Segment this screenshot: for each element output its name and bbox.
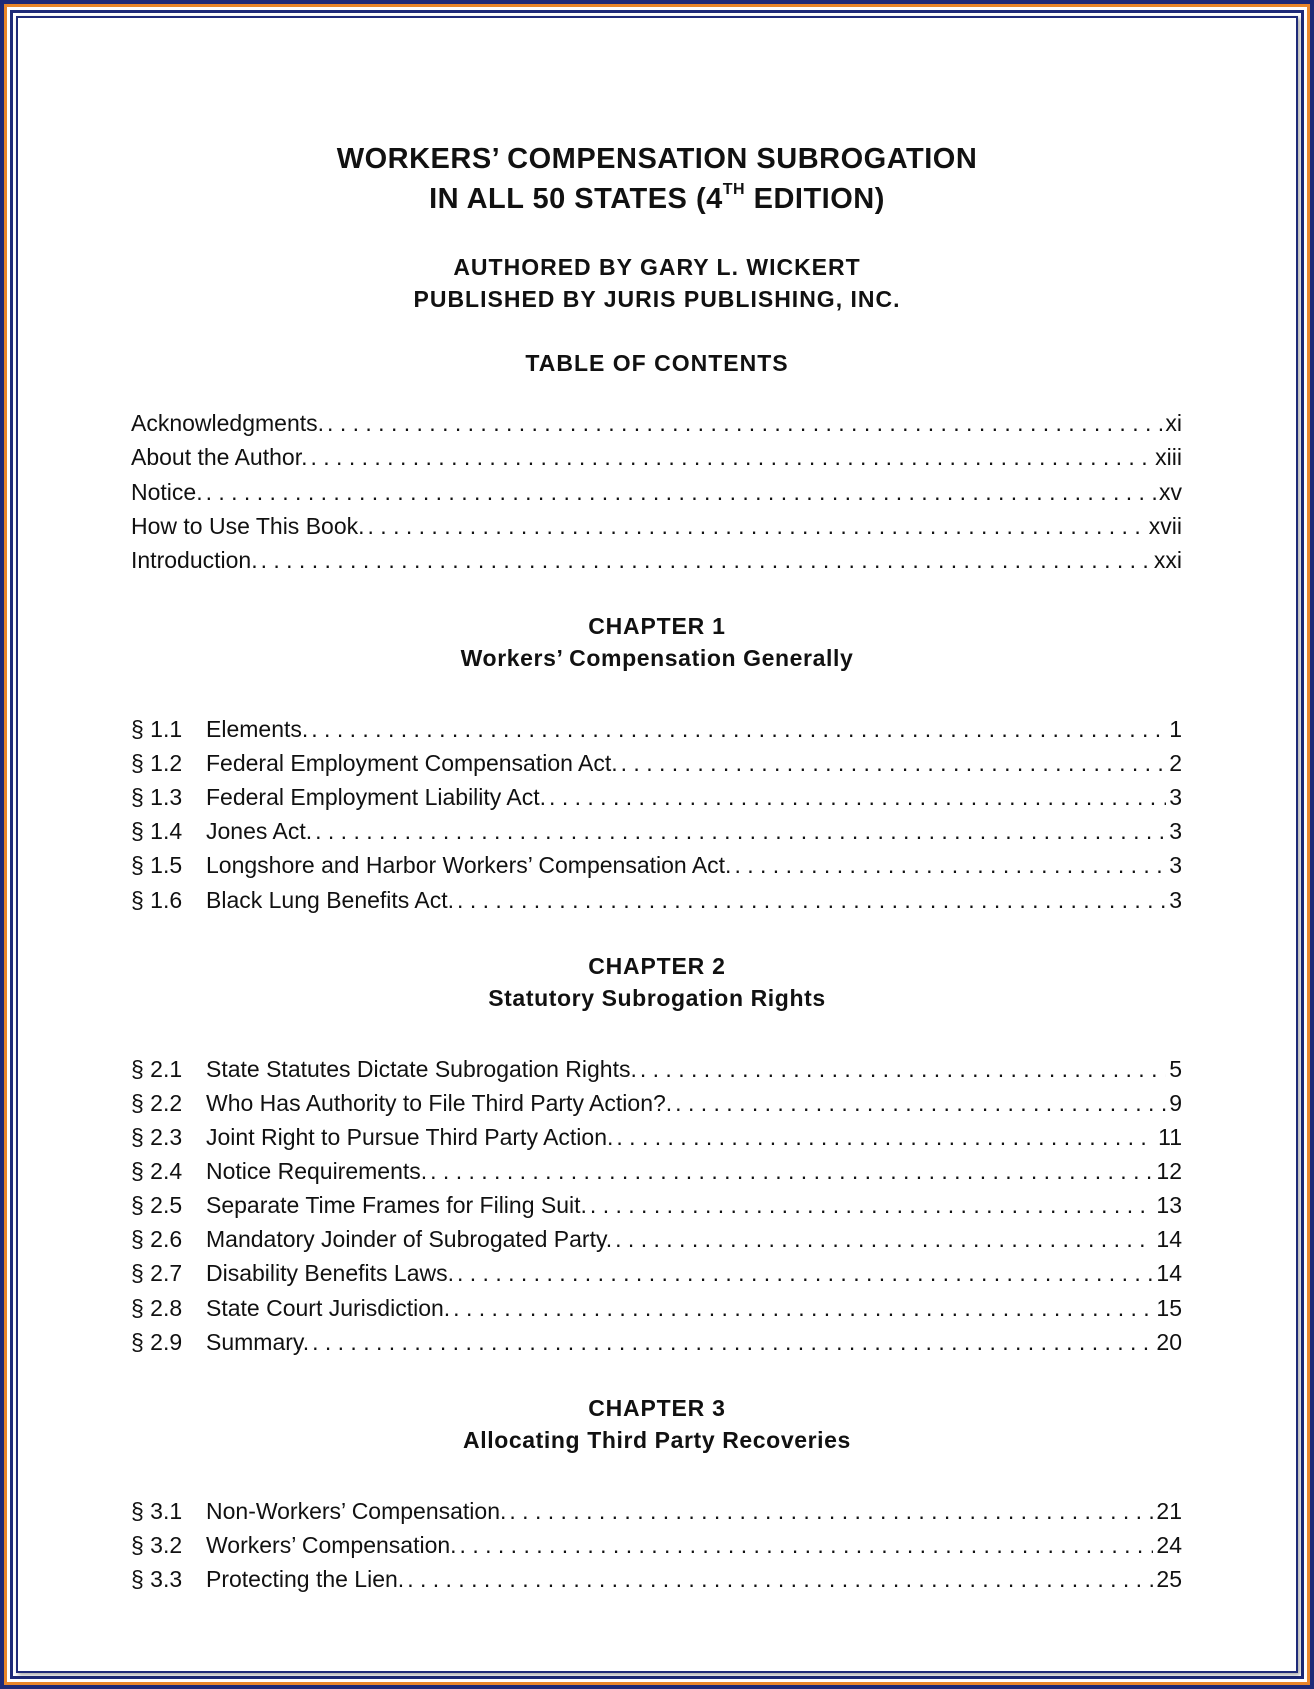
dot-leader <box>734 850 1166 880</box>
toc-entry[interactable] <box>131 408 1182 438</box>
entry-page-number: xvii <box>1148 513 1182 539</box>
entry-page-number: 14 <box>1156 1226 1182 1252</box>
toc-section-entry[interactable] <box>131 1122 1182 1152</box>
dot-leader <box>509 1496 1153 1526</box>
entry-label: Jones Act. <box>206 818 313 844</box>
toc-section-entry[interactable] <box>131 748 1182 778</box>
section-number: § 1.2 <box>131 750 183 776</box>
section-number: § 2.3 <box>131 1124 183 1150</box>
section-number: § 2.8 <box>131 1295 183 1321</box>
dot-leader <box>675 1088 1166 1118</box>
entry-page-number: 15 <box>1156 1295 1182 1321</box>
entry-label: Longshore and Harbor Workers’ Compensation Act. <box>206 852 732 878</box>
toc-section-entry[interactable] <box>131 714 1182 744</box>
toc-entry[interactable] <box>131 511 1182 541</box>
dot-leader <box>311 714 1166 744</box>
toc-section-entry[interactable] <box>131 1496 1182 1526</box>
toc-section-entry[interactable] <box>131 1156 1182 1186</box>
toc-section-entry[interactable] <box>131 1190 1182 1220</box>
dot-leader <box>430 1156 1153 1186</box>
title-prefix: IN ALL 50 STATES (4 <box>429 183 723 215</box>
entry-page-number: 3 <box>1169 818 1182 844</box>
entry-label: Introduction. <box>131 547 258 573</box>
entry-label: Notice Requirements. <box>206 1158 428 1184</box>
section-number: § 1.1 <box>131 716 183 742</box>
toc-section-entry[interactable] <box>131 1224 1182 1254</box>
section-number: § 2.6 <box>131 1226 183 1252</box>
dot-leader <box>368 511 1146 541</box>
entry-page-number: 9 <box>1169 1090 1182 1116</box>
entry-label: Summary. <box>206 1329 310 1355</box>
dot-leader <box>453 1293 1153 1323</box>
publisher-line: PUBLISHED BY JURIS PUBLISHING, INC. <box>413 286 901 312</box>
chapter-2-title: Statutory Subrogation Rights <box>488 985 826 1011</box>
toc-entry[interactable] <box>131 477 1182 507</box>
toc-section-entry[interactable] <box>131 816 1182 846</box>
entry-label: How to Use This Book. <box>131 513 365 539</box>
entry-label: Separate Time Frames for Filing Suit. <box>206 1192 587 1218</box>
entry-label: Joint Right to Pursue Third Party Action. <box>206 1124 614 1150</box>
toc-section-entry[interactable] <box>131 850 1182 880</box>
toc-section-entry[interactable] <box>131 885 1182 915</box>
dot-leader <box>206 477 1156 507</box>
entry-label: Mandatory Joinder of Subrogated Party. <box>206 1226 613 1252</box>
section-number: § 1.5 <box>131 852 183 878</box>
dot-leader <box>261 545 1151 575</box>
entry-page-number: 1 <box>1169 716 1182 742</box>
dot-leader <box>621 748 1167 778</box>
author-line: AUTHORED BY GARY L. WICKERT <box>453 254 861 280</box>
dot-leader <box>312 1327 1153 1357</box>
section-number: § 1.3 <box>131 784 183 810</box>
toc-section-entry[interactable] <box>131 1088 1182 1118</box>
entry-page-number: 12 <box>1156 1158 1182 1184</box>
dot-leader <box>460 1530 1154 1560</box>
toc-section-entry[interactable] <box>131 1258 1182 1288</box>
dot-leader <box>310 442 1152 472</box>
entry-page-number: 3 <box>1169 784 1182 810</box>
entry-label: About the Author. <box>131 444 308 470</box>
entry-page-number: 20 <box>1156 1329 1182 1355</box>
entry-label: Non-Workers’ Compensation. <box>206 1498 507 1524</box>
dot-leader <box>457 885 1166 915</box>
entry-page-number: xi <box>1165 410 1182 436</box>
book-title-line-2 <box>0 183 1314 216</box>
entry-label: State Statutes Dictate Subrogation Rights. <box>206 1056 637 1082</box>
entry-label: Notice. <box>131 479 203 505</box>
dot-leader <box>616 1122 1155 1152</box>
chapter-3-number: CHAPTER 3 <box>588 1395 726 1421</box>
entry-label: State Court Jurisdiction. <box>206 1295 451 1321</box>
entry-label: Protecting the Lien. <box>206 1566 405 1592</box>
entry-label: Federal Employment Liability Act. <box>206 784 547 810</box>
entry-page-number: 25 <box>1156 1566 1182 1592</box>
entry-label: Disability Benefits Laws. <box>206 1260 454 1286</box>
entry-label: Black Lung Benefits Act. <box>206 887 455 913</box>
entry-page-number: 13 <box>1156 1192 1182 1218</box>
section-number: § 2.9 <box>131 1329 183 1355</box>
dot-leader <box>590 1190 1153 1220</box>
section-number: § 1.6 <box>131 887 183 913</box>
entry-page-number: 2 <box>1169 750 1182 776</box>
section-number: § 2.1 <box>131 1056 183 1082</box>
entry-label: Who Has Authority to File Third Party Action?. <box>206 1090 673 1116</box>
section-number: § 3.3 <box>131 1566 183 1592</box>
section-number: § 3.2 <box>131 1532 183 1558</box>
entry-page-number: xxi <box>1153 547 1182 573</box>
toc-section-entry[interactable] <box>131 1564 1182 1594</box>
section-number: § 1.4 <box>131 818 183 844</box>
toc-section-entry[interactable] <box>131 1293 1182 1323</box>
entry-label: Elements. <box>206 716 309 742</box>
title-suffix: EDITION) <box>745 183 885 215</box>
toc-entry[interactable] <box>131 545 1182 575</box>
dot-leader <box>407 1564 1153 1594</box>
chapter-1-number: CHAPTER 1 <box>588 613 726 639</box>
entry-page-number: 11 <box>1158 1124 1182 1150</box>
dot-leader <box>549 782 1166 812</box>
book-title-line-1: WORKERS’ COMPENSATION SUBROGATION <box>336 143 978 175</box>
dot-leader <box>315 816 1166 846</box>
section-number: § 2.7 <box>131 1260 183 1286</box>
dot-leader <box>640 1054 1166 1084</box>
entry-label: Acknowledgments. <box>131 410 325 436</box>
toc-section-entry[interactable] <box>131 1054 1182 1084</box>
dot-leader <box>327 408 1162 438</box>
entry-page-number: 3 <box>1169 852 1182 878</box>
toc-section-entry[interactable] <box>131 1327 1182 1357</box>
section-number: § 2.4 <box>131 1158 183 1184</box>
entry-page-number: 14 <box>1156 1260 1182 1286</box>
entry-label: Federal Employment Compensation Act. <box>206 750 618 776</box>
toc-heading: TABLE OF CONTENTS <box>525 350 789 376</box>
toc-entry[interactable] <box>131 442 1182 472</box>
title-superscript: TH <box>722 181 746 198</box>
entry-page-number: 21 <box>1156 1498 1182 1524</box>
chapter-1-title: Workers’ Compensation Generally <box>460 645 854 671</box>
chapter-2-number: CHAPTER 2 <box>588 953 726 979</box>
chapter-3-title: Allocating Third Party Recoveries <box>463 1427 851 1453</box>
section-number: § 2.5 <box>131 1192 183 1218</box>
dot-leader <box>457 1258 1153 1288</box>
entry-page-number: xv <box>1159 479 1182 505</box>
entry-page-number: xiii <box>1155 444 1182 470</box>
entry-label: Workers’ Compensation. <box>206 1532 457 1558</box>
dot-leader <box>615 1224 1153 1254</box>
section-number: § 3.1 <box>131 1498 183 1524</box>
toc-section-entry[interactable] <box>131 782 1182 812</box>
toc-section-entry[interactable] <box>131 1530 1182 1560</box>
entry-page-number: 3 <box>1169 887 1182 913</box>
entry-page-number: 24 <box>1156 1532 1182 1558</box>
section-number: § 2.2 <box>131 1090 183 1116</box>
entry-page-number: 5 <box>1169 1056 1182 1082</box>
